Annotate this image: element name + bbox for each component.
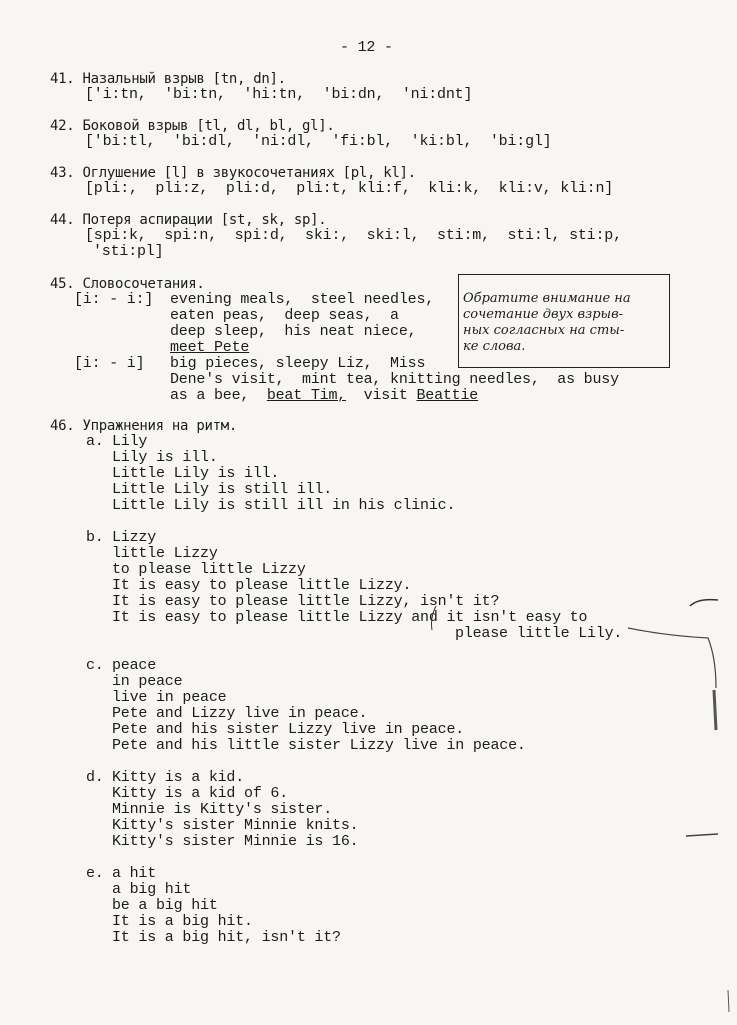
section-45-a-line3: deep sleep, his neat niece, (170, 323, 417, 340)
exercise-c-label: c. (86, 657, 104, 674)
section-43-transcription: [pli:, pli:z, pli:d, pli:t, kli:f, kli:k, kli:v, kli:n] (85, 180, 614, 197)
b3-part1: as a bee, (170, 387, 267, 404)
exercise-d-label: d. (86, 769, 104, 786)
section-45-a-line1: evening meals, steel needles, (170, 291, 435, 308)
exercise-a-line: Little Lily is ill. (112, 465, 280, 482)
exercise-e-line: It is a big hit. (112, 913, 253, 930)
exercise-c-line: in peace (112, 673, 183, 690)
b3-part2: beat Tim, (266, 387, 347, 404)
exercise-b-label: b. (86, 529, 104, 546)
exercise-a-line: Lily is ill. (112, 449, 218, 466)
section-45-a-line4: meet Pete (170, 339, 250, 356)
section-43-title: 43. Оглушение [l] в звукосочетаниях [pl, kl]. (50, 165, 416, 181)
exercise-b-line: It is easy to please little Lizzy, isn't it? (112, 593, 500, 610)
exercise-a-line: Little Lily is still ill in his clinic. (112, 497, 456, 514)
exercise-c-line: Pete and his sister Lizzy live in peace. (112, 721, 465, 738)
exercise-a-line: Lily (112, 433, 148, 450)
exercise-d-line: Kitty's sister Minnie knits. (112, 817, 359, 834)
section-41-title: 41. Назальный взрыв [tn, dn]. (50, 71, 286, 87)
section-45-a-line2: eaten peas, deep seas, a (170, 307, 399, 324)
section-46-title: 46. Упражнения на ритм. (50, 418, 237, 434)
exercise-d-line: Minnie is Kitty's sister. (112, 801, 333, 818)
section-44-title: 44. Потеря аспирации [st, sk, sp]. (50, 212, 327, 228)
exercise-e-line: a hit (112, 865, 157, 882)
section-45-b-line3 (170, 388, 478, 404)
exercise-a-line: Little Lily is still ill. (112, 481, 333, 498)
section-45-label-a: [i: - i:] (74, 291, 154, 308)
exercise-c-line: Pete and Lizzy live in peace. (112, 705, 368, 722)
exercise-d-line: Kitty is a kid of 6. (112, 785, 289, 802)
exercise-c-line: peace (112, 657, 157, 674)
exercise-b-line: Lizzy (112, 529, 157, 546)
note-line2: сочетание двух взрыв- (463, 307, 624, 322)
note-line1: Обратите внимание на (463, 291, 631, 306)
section-45-label-b: [i: - i] (74, 355, 145, 372)
section-42-transcription: ['bi:tl, 'bi:dl, 'ni:dl, 'fi:bl, 'ki:bl, 'bi:gl] (85, 133, 552, 150)
exercise-d-line: Kitty's sister Minnie is 16. (112, 833, 359, 850)
section-41-transcription: ['i:tn, 'bi:tn, 'hi:tn, 'bi:dn, 'ni:dnt] (85, 86, 473, 103)
exercise-c-line: Pete and his little sister Lizzy live in peace. (112, 737, 526, 754)
exercise-e-line: It is a big hit, isn't it? (112, 929, 341, 946)
section-44-transcription-line1: [spi:k, spi:n, spi:d, ski:, ski:l, sti:m, sti:l, sti:p, (85, 227, 622, 244)
exercise-b-line: please little Lily. (455, 625, 623, 642)
exercise-b-line: It is easy to please little Lizzy. (112, 577, 412, 594)
exercise-b-line: to please little Lizzy (112, 561, 306, 578)
b3-part4: Beattie (416, 387, 479, 404)
b3-part3: visit (346, 387, 417, 404)
exercise-e-line: a big hit (112, 881, 192, 898)
section-42-title: 42. Боковой взрыв [tl, dl, bl, gl]. (50, 118, 335, 134)
exercise-b-line: little Lizzy (112, 545, 218, 562)
exercise-c-line: live in peace (112, 689, 227, 706)
section-44-transcription-line2: 'sti:pl] (93, 243, 164, 260)
section-45-title: 45. Словосочетания. (50, 276, 205, 292)
note-line4: ке слова. (463, 339, 526, 354)
section-45-b-line2: Dene's visit, mint tea, knitting needles, as busy (170, 371, 619, 388)
exercise-b-line: It is easy to please little Lizzy and it isn't easy to (112, 609, 588, 626)
exercise-d-line: Kitty is a kid. (112, 769, 245, 786)
section-45-b-line1: big pieces, sleepy Liz, Miss (170, 355, 426, 372)
note-line3: ных согласных на сты- (463, 323, 625, 338)
exercise-e-label: e. (86, 865, 104, 882)
exercise-e-line: be a big hit (112, 897, 218, 914)
exercise-a-label: a. (86, 433, 104, 450)
page-number: - 12 - (340, 39, 393, 56)
